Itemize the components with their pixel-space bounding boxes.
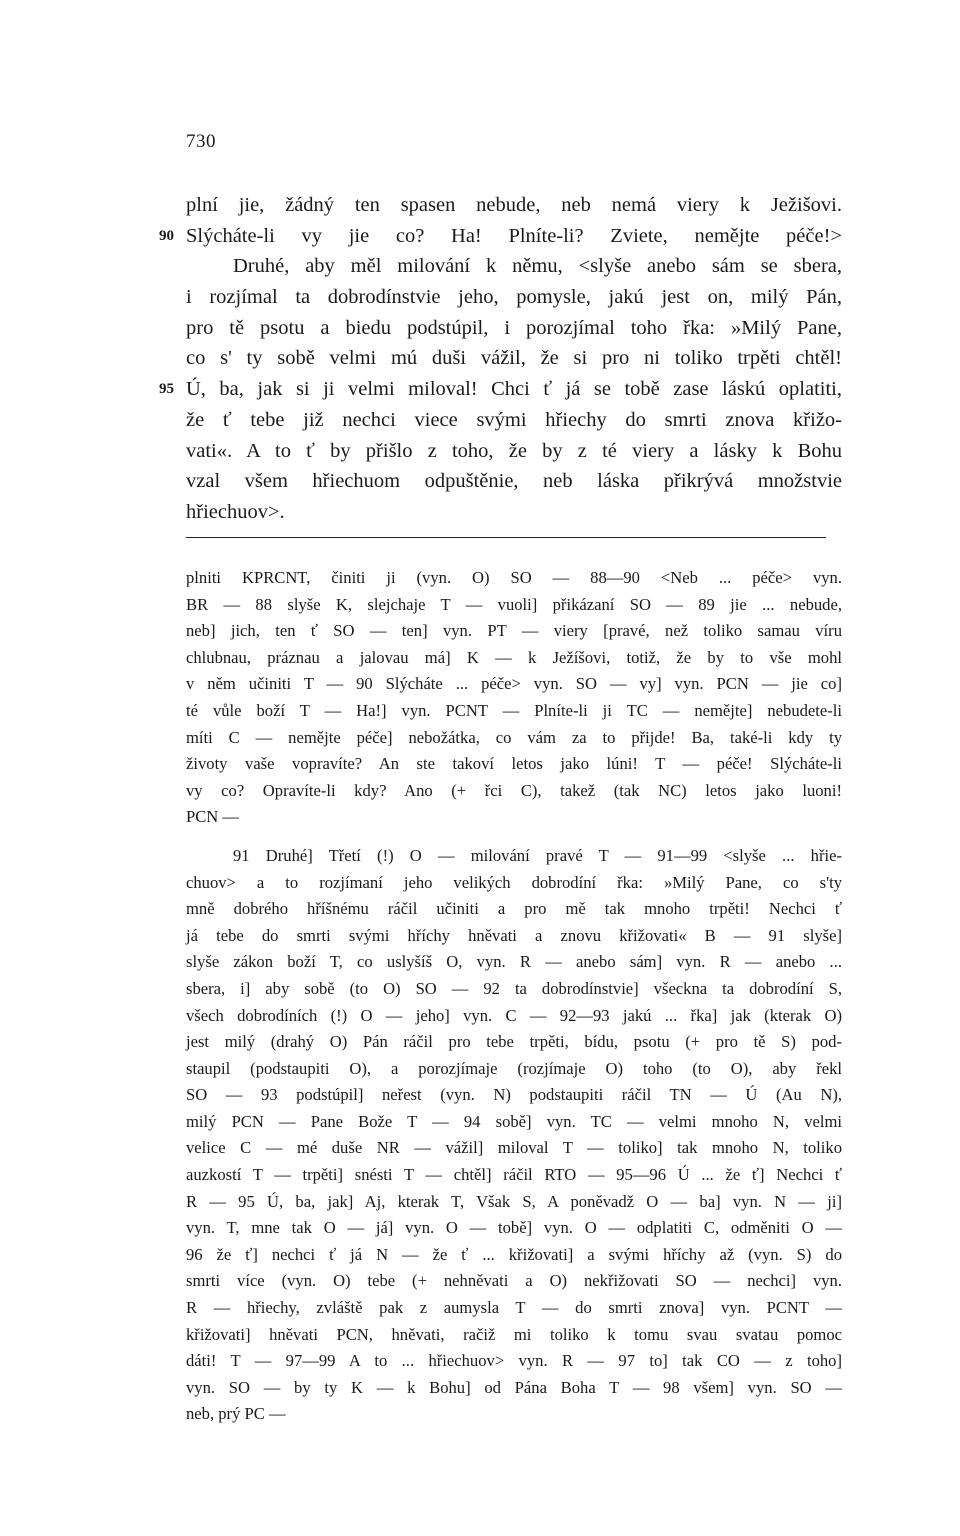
- apparatus-line: staupil (podstaupiti O), a porozjímaje (rozjímaje O) toho (to O), aby řekl: [186, 1058, 842, 1078]
- apparatus-line: neb] jich, ten ť SO — ten] vyn. PT — viery [pravé, než toliko samau víru: [186, 621, 842, 641]
- apparatus-line: smrti více (vyn. O) tebe (+ nehněvati a O) nekřižovati SO — nechci] vyn.: [186, 1271, 842, 1291]
- page-number: 730: [186, 131, 216, 152]
- critical-apparatus: [186, 565, 842, 1428]
- apparatus-line: plniti KPRCNT, činiti ji (vyn. O) SO — 88—90 <Neb ... péče> vyn.: [186, 568, 842, 587]
- main-text-line: [159, 374, 842, 405]
- apparatus-line: SO — 93 podstúpil] neřest (vyn. N) podstaupiti ráčil TN — Ú (Au N),: [186, 1085, 842, 1105]
- main-text-line: [186, 343, 842, 374]
- apparatus-line: auzkostí T — trpěti] snésti T — chtěl] ráčil RTO — 95—96 Ú ... že ť] Nechci ť: [186, 1165, 842, 1185]
- line-number: 90: [159, 227, 174, 244]
- main-text-line: [186, 497, 842, 528]
- main-text: [159, 190, 842, 528]
- apparatus-line: PCN —: [186, 807, 240, 827]
- line-text: pro tě psotu a biedu podstúpil, i porozjímal toho řka: »Milý Pane,: [186, 316, 842, 339]
- paragraph-gap: [186, 831, 842, 843]
- line-text: Ú, ba, jak si ji velmi miloval! Chci ť já se tobě zase láskú oplatiti,: [186, 378, 842, 401]
- separator-rule: [186, 537, 826, 538]
- line-text: i rozjímal ta dobrodínstvie jeho, pomysle, jakú jest on, milý Pán,: [186, 286, 842, 309]
- apparatus-line: slyše zákon boží T, co uslyšíš O, vyn. R — anebo sám] vyn. R — anebo ...: [186, 952, 842, 972]
- apparatus-line: vyn. SO — by ty K — k Bohu] od Pána Boha T — 98 všem] vyn. SO —: [186, 1377, 842, 1397]
- apparatus-line: vy co? Opravíte-li kdy? Ano (+ řci C), takež (tak NC) letos jako luoni!: [186, 780, 842, 800]
- apparatus-line: R — hřiechy, zvláště pak z aumysla T — do smrti znova] vyn. PCNT —: [186, 1298, 842, 1318]
- line-text: Slýcháte-li vy jie co? Ha! Plníte-li? Zviete, nemějte péče!>: [186, 224, 842, 247]
- apparatus-line: křižovati] hněvati PCN, hněvati, račiž mi toliko k tomu svau svatau pomoc: [186, 1324, 842, 1344]
- main-text-line: [186, 313, 842, 344]
- apparatus-line: životy vaše vopravíte? An ste takoví letos jako lúni! T — péče! Slýcháte-li: [186, 754, 842, 774]
- apparatus-line: velice C — mé duše NR — vážil] miloval T — toliko] tak mnoho N, toliko: [186, 1138, 842, 1158]
- apparatus-line: chlubnau, práznau a jalovau má] K — k Ježíšovi, totiž, že by to vše mohl: [186, 647, 842, 667]
- apparatus-line: všech dobrodíních (!) O — jeho] vyn. C — 92—93 jakú ... řka] jak (kterak O): [186, 1005, 842, 1025]
- line-text: Druhé, aby měl milování k němu, <slyše anebo sám se sbera,: [233, 255, 842, 278]
- apparatus-line: já tebe do smrti svými hříchy hněvati a znovu křižovati« B — 91 slyše]: [186, 925, 842, 945]
- main-text-line: [186, 251, 842, 282]
- apparatus-line: chuov> a to rozjímaní jeho velikých dobrodíní řka: »Milý Pane, co s'ty: [186, 872, 842, 892]
- line-text: že ť tebe již nechci viece svými hřiechy do smrti znova křižo-: [186, 408, 842, 431]
- line-text: hřiechuov>.: [186, 500, 285, 523]
- apparatus-line: mně dobrého hříšnému ráčil učiniti a pro mě tak mnoho trpěti! Nechci ť: [186, 899, 842, 919]
- apparatus-line: sbera, i] aby sobě (to O) SO — 92 ta dobrodínstvie] všeckna ta dobrodíní S,: [186, 978, 842, 998]
- main-text-line: [186, 436, 842, 467]
- apparatus-line: jest milý (drahý O) Pán ráčil pro tebe trpěti, bídu, psotu (+ pro tě S) pod-: [186, 1032, 842, 1052]
- apparatus-line: v něm učiniti T — 90 Slýcháte ... péče> vyn. SO — vy] vyn. PCN — jie co]: [186, 674, 842, 694]
- line-text: vzal všem hřiechuom odpuštěnie, neb láska přikrývá množstvie: [186, 470, 842, 493]
- apparatus-line: vyn. T, mne tak O — já] vyn. O — tobě] vyn. O — odplatiti C, odměniti O —: [186, 1218, 842, 1238]
- apparatus-line: BR — 88 slyše K, slejchaje T — vuoli] přikázaní SO — 89 jie ... nebude,: [186, 594, 842, 614]
- apparatus-line: milý PCN — Pane Bože T — 94 sobě] vyn. TC — velmi mnoho N, velmi: [186, 1111, 842, 1131]
- apparatus-line: R — 95 Ú, ba, jak] Aj, kterak T, Však S, A poněvadž O — ba] vyn. N — ji]: [186, 1191, 842, 1211]
- apparatus-line: dáti! T — 97—99 A to ... hřiechuov> vyn. R — 97 to] tak CO — z toho]: [186, 1351, 842, 1371]
- line-text: plní jie, žádný ten spasen nebude, neb nemá viery k Ježišovi.: [186, 194, 842, 216]
- apparatus-line: míti C — nemějte péče] nebožátka, co vám za to přijde! Ba, také-li kdy ty: [186, 727, 842, 747]
- apparatus-line: 96 že ť] nechci ť já N — že ť ... křižovati] a svými hříchy až (vyn. S) do: [186, 1244, 842, 1264]
- main-text-line: [186, 405, 842, 436]
- main-text-line: [186, 282, 842, 313]
- apparatus-line: té vůle boží T — Ha!] vyn. PCNT — Plníte-li ji TC — nemějte] nebudete-li: [186, 700, 842, 720]
- line-number: 95: [159, 381, 174, 398]
- main-text-line: [186, 190, 842, 221]
- main-text-line: [159, 221, 842, 252]
- line-text: vati«. A to ť by přišlo z toho, že by z té viery a lásky k Bohu: [186, 439, 842, 462]
- line-text: co s' ty sobě velmi mú duši vážil, že si pro ni toliko trpěti chtěl!: [186, 347, 842, 370]
- main-text-line: [186, 466, 842, 497]
- apparatus-line: 91 Druhé] Třetí (!) O — milování pravé T — 91—99 <slyše ... hřie-: [233, 845, 842, 865]
- apparatus-line: neb, prý PC —: [186, 1404, 286, 1424]
